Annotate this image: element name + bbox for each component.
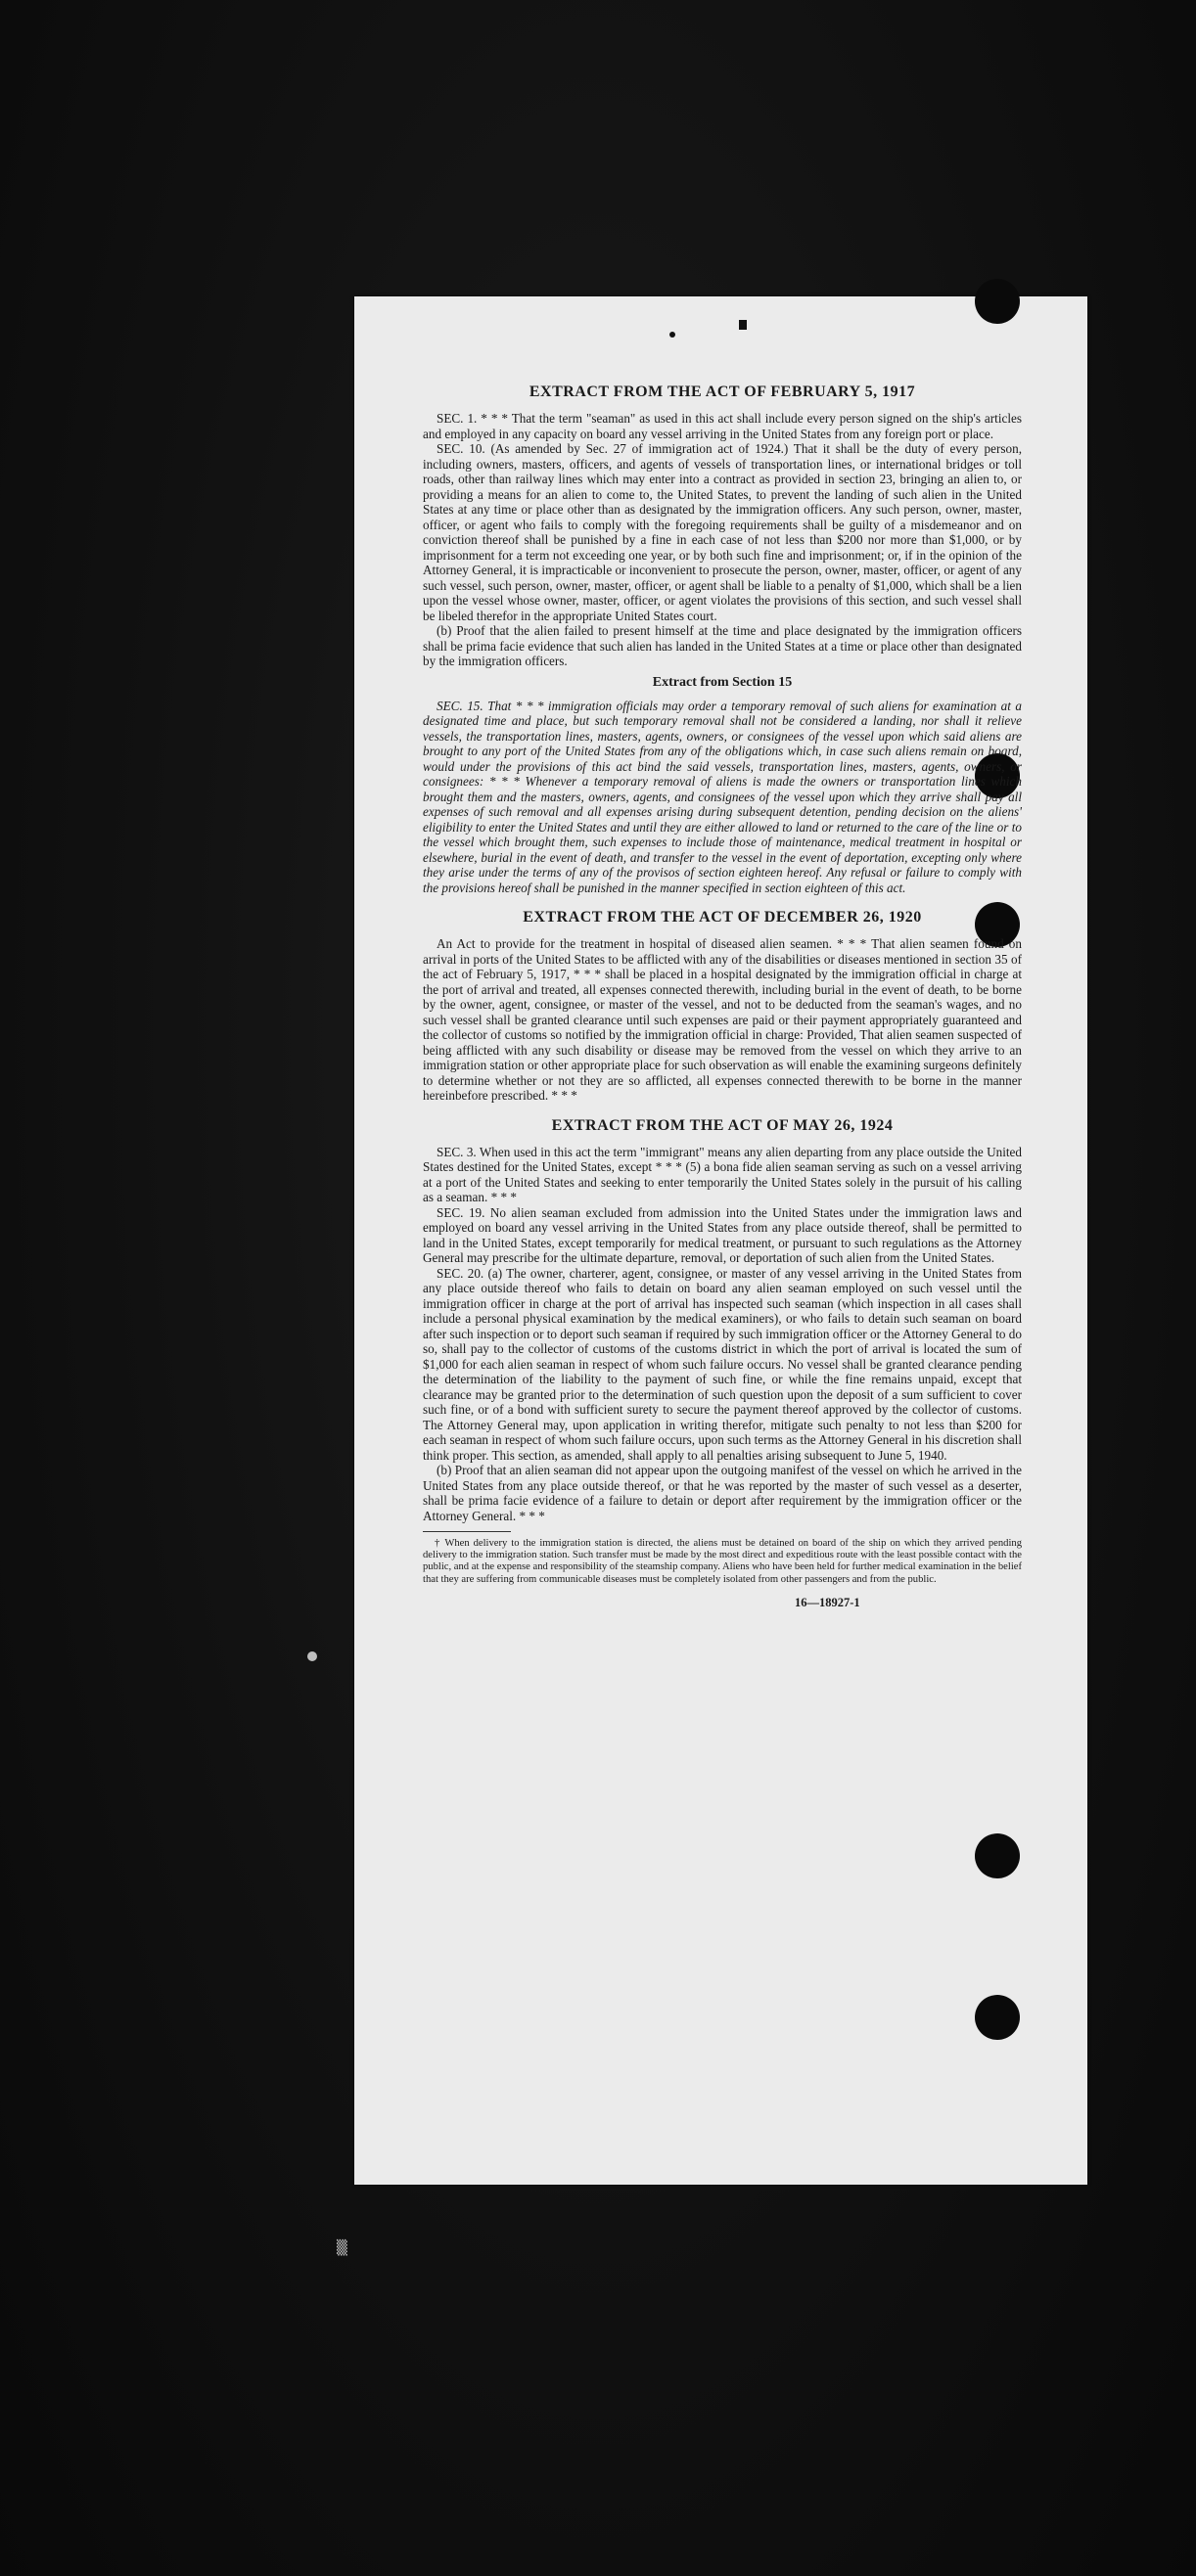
heading-act-1920: EXTRACT FROM THE ACT OF DECEMBER 26, 1920 [523,909,922,926]
punch-hole [975,279,1020,324]
document-page [354,296,1087,2185]
section-3: SEC. 3. When used in this act the term "immigrant" means any alien departing from any place outside the United States destined for the United States, except * * * (5) a bona fide alien seaman serving as such on a vessel arriving at a port of the United States and seeking to enter temporarily the United States solely in the pursuit of his calling as a seaman. * * * [423,1144,1022,1204]
section-1: SEC. 1. * * * That the term "seaman" as used in this act shall include every person signed on the ship's articles and employed in any capacity on board any vessel arriving in the United States from any foreign port or place. [423,411,1022,441]
footnote-divider [423,1531,511,1532]
punch-hole [975,1833,1020,1878]
margin-mark: ▒ [337,2240,347,2256]
section-20: SEC. 20. (a) The owner, charterer, agent, consignee, or master of any vessel arriving in the United States from any place outside thereof who fails to detain on board any alien seaman employed on such vessel until the immigration officer in charge at the port of arrival has inspected such seaman (which inspection in all cases shall include a personal physical examination by the medical examiners), or who fails to detain such seaman on board after such inspection or to deport such seaman if required by such immigration officer or the Attorney General to do so, shall pay to the collector of customs of the customs district in which the port of arrival is located the sum of $1,000 for each alien seaman in respect of whom such failure occurs. No vessel shall be granted clearance pending the determination of the liability to the payment of such fine, or while the fine remains unpaid, except that clearance may be granted prior to the determination of such question upon the deposit of a sum sufficient to cover such fine, or of a bond with sufficient surety to secure the payment thereof approved by the collector of customs. The Attorney General may, upon application in writing therefor, mitigate such penalty to not less than $200 for each seaman in respect of whom such failure occurs, upon such terms as the Attorney General in his discretion shall think proper. This section, as amended, shall apply to all penalties arising subsequent to June 5, 1940. [423,1265,1022,1463]
punch-hole [975,1995,1020,2040]
heading-act-1917: EXTRACT FROM THE ACT OF FEBRUARY 5, 1917 [529,384,916,400]
section-20-b: (b) Proof that an alien seaman did not appear upon the outgoing manifest of the vessel on which he arrived in the United States from any place outside thereof, or that he was reported by the master of such vessel as a deserter, shall be prima facie evidence of a failure to detain or deport after requirement by the immigration officer or the Attorney General. * * * [423,1463,1022,1523]
section-19: SEC. 19. No alien seaman excluded from admission into the United States under the immigration laws and employed on board any vessel arriving in the United States from any place outside thereof, shall be permitted to land in the United States, except temporarily for medical treatment, or pursuant to such regulations as the Attorney General may prescribe for the ultimate departure, removal, or deportation of such alien from the United States. [423,1204,1022,1265]
section-10-b: (b) Proof that the alien failed to present himself at the time and place designated by the immigration officers shall be prima facie evidence that such alien has landed in the United States at a time or place other than designated by the immigration officers. [423,623,1022,668]
document-text [423,380,1022,1610]
debris-mark [307,1651,317,1661]
act-1920-text: An Act to provide for the treatment in hospital of diseased alien seamen. * * * That alien seamen found on arrival in ports of the United States to be afflicted with any of the disabilities or diseases mentioned in section 35 of the act of February 5, 1917, * * * shall be placed in a hospital designated by the immigration official in charge at the port of arrival and treated, all expenses connected therewith, including burial in the event of death, to be borne by the owner, agent, consignee, or master of the vessel, and not to be deducted from the seaman's wages, and no such vessel shall be granted clearance until such expenses are paid or their payment appropriately guaranteed and the collector of customs so notified by the immigration official in charge: Provided, That alien seamen suspected of being afflicted with any such disability or disease may be removed from the vessel on which they arrive to an immigration station or other appropriate place for such observation as will enable the examining surgeons definitely to determine whether or not they are so afflicted, all expenses connected therewith to be borne in the manner hereinbefore prescribed. * * * [423,936,1022,1103]
subheading-section-15: Extract from Section 15 [652,674,793,690]
footnote: † When delivery to the immigration station is directed, the aliens must be detained on board of the ship on which they arrived pending delivery to the immigration station. Such transfer must be made by the most direct and expeditious route with the least possible contact with the public, and at the expense and responsibility of the steamship company. Aliens who have been held for further medical examination in the belief that they are suffering from communicable diseases must be completely isolated from other passengers and from the public. [423,1538,1022,1585]
form-number: 16—18927-1 [795,1595,860,1609]
ink-mark [669,332,675,338]
ink-mark [739,320,747,330]
heading-act-1924: EXTRACT FROM THE ACT OF MAY 26, 1924 [551,1116,894,1134]
section-15: SEC. 15. That * * * immigration officials may order a temporary removal of such aliens for examination at a designated time and place, but such temporary removal shall not be considered a landing, nor shall it relieve vessels, the transportation lines, masters, agents, owners, or consignees of the vessel upon which said aliens are brought to any port of the United States from any of the obligations which, in case such aliens remain on board, would under the provisions of this act bind the said vessels, transportation lines, masters, agents, owners, or consignees: * * * Whenever a temporary removal of aliens is made the owners or transportation lines which brought them and the masters, owners, agents, and consignees of the vessel upon which they arrive shall pay all expenses of such removal and all expenses arising during subsequent detention, pending decision on the aliens' eligibility to enter the United States and until they are either allowed to land or returned to the care of the line or to the vessel which brought them, such expenses to include those of maintenance, medical treatment in hospital or elsewhere, burial in the event of death, and transfer to the vessel in the event of deportation, excepting only where they arise under the terms of any of the provisos of section eighteen hereof. Any refusal or failure to comply with the provisions hereof shall be punished in the manner specified in section eighteen of this act. [423,698,1022,895]
section-10: SEC. 10. (As amended by Sec. 27 of immigration act of 1924.) That it shall be the duty of every person, including owners, masters, officers, and agents of vessels of transportation lines, or international bridges or toll roads, other than railway lines which may enter into a contract as provided in section 23, bringing an alien to, or providing a means for an alien to come to, the United States, to prevent the landing of such alien in the United States at any time or place other than as designated by the immigration officers. Any such person, owner, master, officer, or agent who fails to comply with the foregoing requirements shall be guilty of a misdemeanor and on conviction thereof shall be punished by a fine in each case of not less than $200 nor more than $1,000, or by imprisonment for a term not exceeding one year, or by both such fine and imprisonment; or, if in the opinion of the Attorney General, it is impracticable or inconvenient to prosecute the person, owner, master, officer, or agent of any such vessel, such person, owner, master, officer, or agent shall be liable to a penalty of $1,000, which shall be a lien upon the vessel whose owner, master, officer, or agent violates the provisions of this section, and such vessel shall be libeled therefor in the appropriate United States court. [423,441,1022,623]
